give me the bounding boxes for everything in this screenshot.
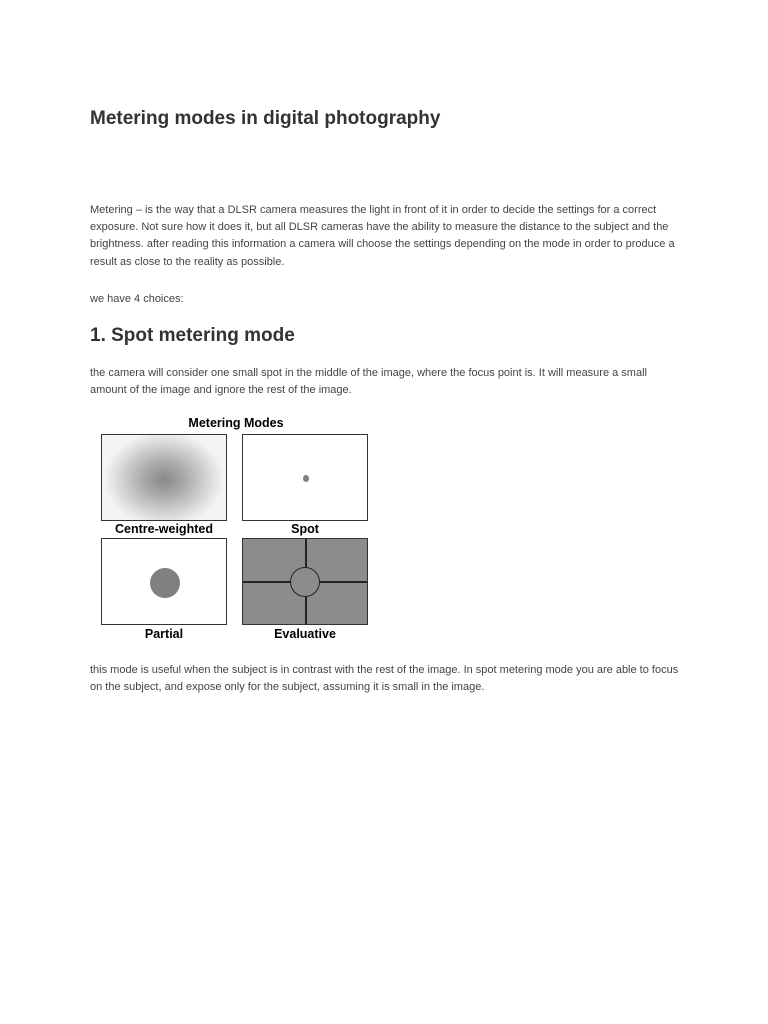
centre-weighted-label: Centre-weighted	[115, 522, 213, 536]
spot-usage-paragraph: this mode is useful when the subject is in contrast with the rest of the image. In spot metering mode you are able to focus on the subject, and expose only for the subject, assuming it is small in the image.	[90, 664, 679, 694]
evaluative-panel	[242, 538, 368, 625]
partial-label: Partial	[144, 627, 184, 641]
page-title: Metering modes in digital photography	[90, 108, 441, 129]
intro-paragraph: Metering – is the way that a DLSR camera measures the light in front of it in order to decide the settings for a correct exposure. Not sure how it does it, but all DLSR cameras have the ability to measure the distance to the subject and the brightness. after reading this information a camera will choose the settings depending on the mode in order to produce a result as close to the reality as possible.	[90, 204, 675, 268]
metering-modes-figure	[98, 414, 374, 644]
evaluative-label: Evaluative	[274, 627, 336, 641]
spot-panel	[242, 434, 368, 521]
centre-weighted-panel	[101, 434, 227, 521]
spot-label: Spot	[291, 522, 319, 536]
choices-paragraph: we have 4 choices:	[90, 293, 184, 305]
section-heading-spot: 1. Spot metering mode	[90, 325, 295, 346]
partial-panel	[101, 538, 227, 625]
evaluative-center-circle	[290, 567, 320, 597]
spot-description-paragraph: the camera will consider one small spot in the middle of the image, where the focus point is. It will measure a small amount of the image and ignore the rest of the image.	[90, 367, 647, 397]
figure-title: Metering Modes	[188, 416, 284, 430]
spot-dot	[303, 475, 309, 482]
partial-circle	[150, 568, 180, 598]
